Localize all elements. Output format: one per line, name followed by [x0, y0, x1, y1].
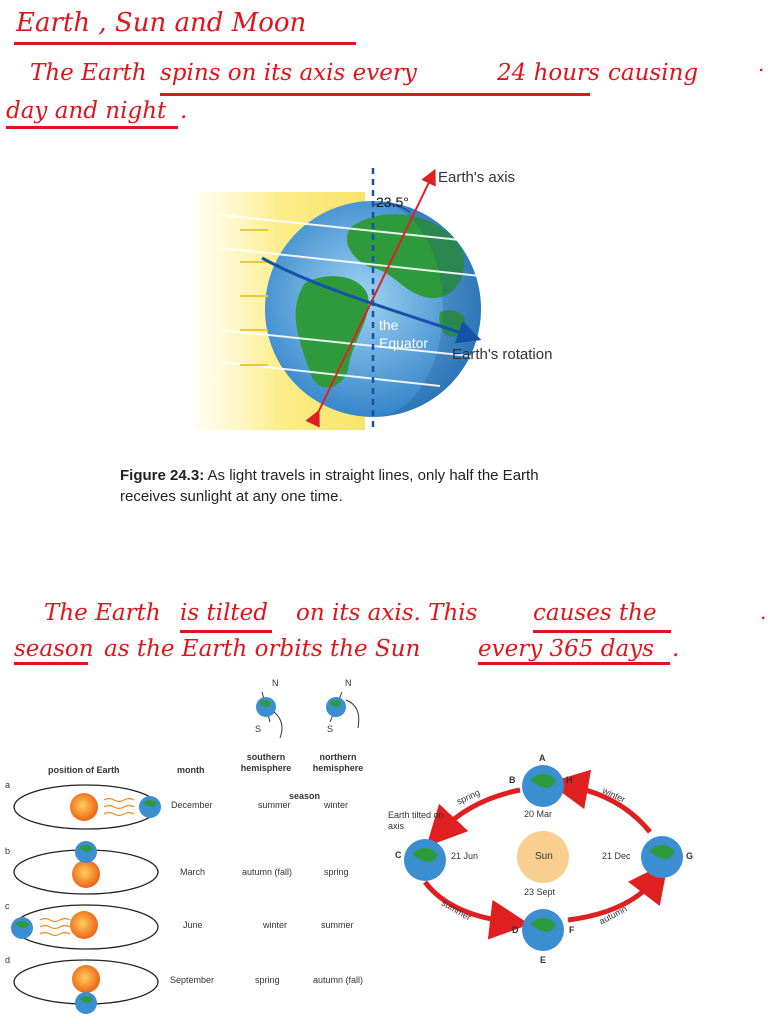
note2-line2-post: . — [672, 636, 680, 662]
note1-line1-post: causing — [608, 60, 699, 86]
row-month-b: March — [180, 867, 206, 877]
row-southern-d: spring — [255, 975, 280, 985]
row-southern-a: summer — [258, 800, 291, 810]
row-northern-c: summer — [321, 920, 354, 930]
row-northern-d: autumn (fall) — [313, 975, 364, 985]
winter-label: winter — [601, 785, 628, 805]
north-label-1: N — [272, 678, 279, 688]
orbit-letter-e: E — [540, 955, 547, 965]
row-month-a: December — [171, 800, 213, 810]
autumn-label: autumn — [597, 903, 629, 927]
row-letter-b: b — [5, 846, 11, 856]
orbit-sun-label: Sun — [535, 851, 553, 862]
col-month-label: month — [177, 765, 205, 775]
note1-line1-underlined-1: spins on its axis every — [160, 60, 417, 86]
equator-label-1: the — [379, 317, 399, 333]
note1-line2-post: . — [180, 98, 188, 124]
note2-line1-mid: on its axis. This — [296, 600, 478, 626]
rotation-label: Earth's rotation — [452, 346, 553, 363]
figure-caption-text: As light travels in straight lines, only half the Earth receives sunlight at any one time. — [120, 467, 539, 505]
figure-caption-number: Figure 24.3: — [120, 467, 205, 484]
orbit-letter-g: G — [686, 851, 694, 861]
col-position-label: position of Earth — [48, 765, 120, 775]
date-dec-label: 21 Dec — [602, 851, 631, 861]
orbit-letter-c: C — [395, 850, 402, 860]
southern-hemisphere-label: southern hemisphere — [240, 752, 292, 773]
date-mar-label: 20 Mar — [524, 809, 553, 819]
orbit-letter-h: H — [566, 775, 573, 785]
row-month-c: June — [183, 920, 203, 930]
margin-dot-1: . — [758, 52, 765, 76]
note2-line2-underlined-1: season — [14, 636, 94, 662]
note1-line2-underlined: day and night — [6, 98, 167, 124]
row-letter-d: d — [5, 955, 11, 965]
south-label-1: S — [255, 724, 262, 734]
page-title: Earth , Sun and Moon — [16, 8, 307, 38]
northern-hemisphere-label: northern hemisphere — [312, 752, 364, 773]
row-letter-c: c — [5, 901, 10, 911]
north-label-2: N — [345, 678, 352, 688]
orbit-letter-f: F — [569, 925, 575, 935]
orbit-letter-d: D — [512, 925, 519, 935]
note2-line2-underlined-2: every 365 days — [478, 636, 654, 662]
note1-line1-pre: The Earth — [30, 60, 147, 86]
row-southern-c: winter — [263, 920, 288, 930]
note2-line1-underlined-1: is tilted — [180, 600, 269, 626]
orbit-letter-a: A — [539, 753, 546, 763]
spring-label: spring — [455, 787, 482, 807]
row-southern-b: autumn (fall) — [242, 867, 293, 877]
row-letter-a: a — [5, 780, 11, 790]
date-jun-label: 21 Jun — [451, 851, 479, 861]
equator-label-2: Equator — [379, 335, 429, 351]
margin-dot-2: . — [760, 600, 767, 624]
note1-line1-underlined-2: 24 hours — [497, 60, 600, 86]
south-label-2: S — [327, 724, 334, 734]
row-northern-b: spring — [324, 867, 349, 877]
note2-line2-mid: as the Earth orbits the Sun — [104, 636, 421, 662]
angle-label: 23.5° — [376, 194, 409, 210]
earths-axis-label: Earth's axis — [438, 169, 516, 186]
summer-label: summer — [439, 897, 473, 923]
orbit-letter-b: B — [509, 775, 516, 785]
row-northern-a: winter — [324, 800, 349, 810]
note2-line1-underlined-2: causes the — [533, 600, 657, 626]
date-sept-label: 23 Sept — [524, 887, 556, 897]
col-season-label: season — [289, 791, 321, 801]
note2-line1-pre: The Earth — [44, 600, 161, 626]
row-month-d: September — [170, 975, 215, 985]
earth-tilted-label: Earth tilted on axis — [388, 810, 444, 831]
